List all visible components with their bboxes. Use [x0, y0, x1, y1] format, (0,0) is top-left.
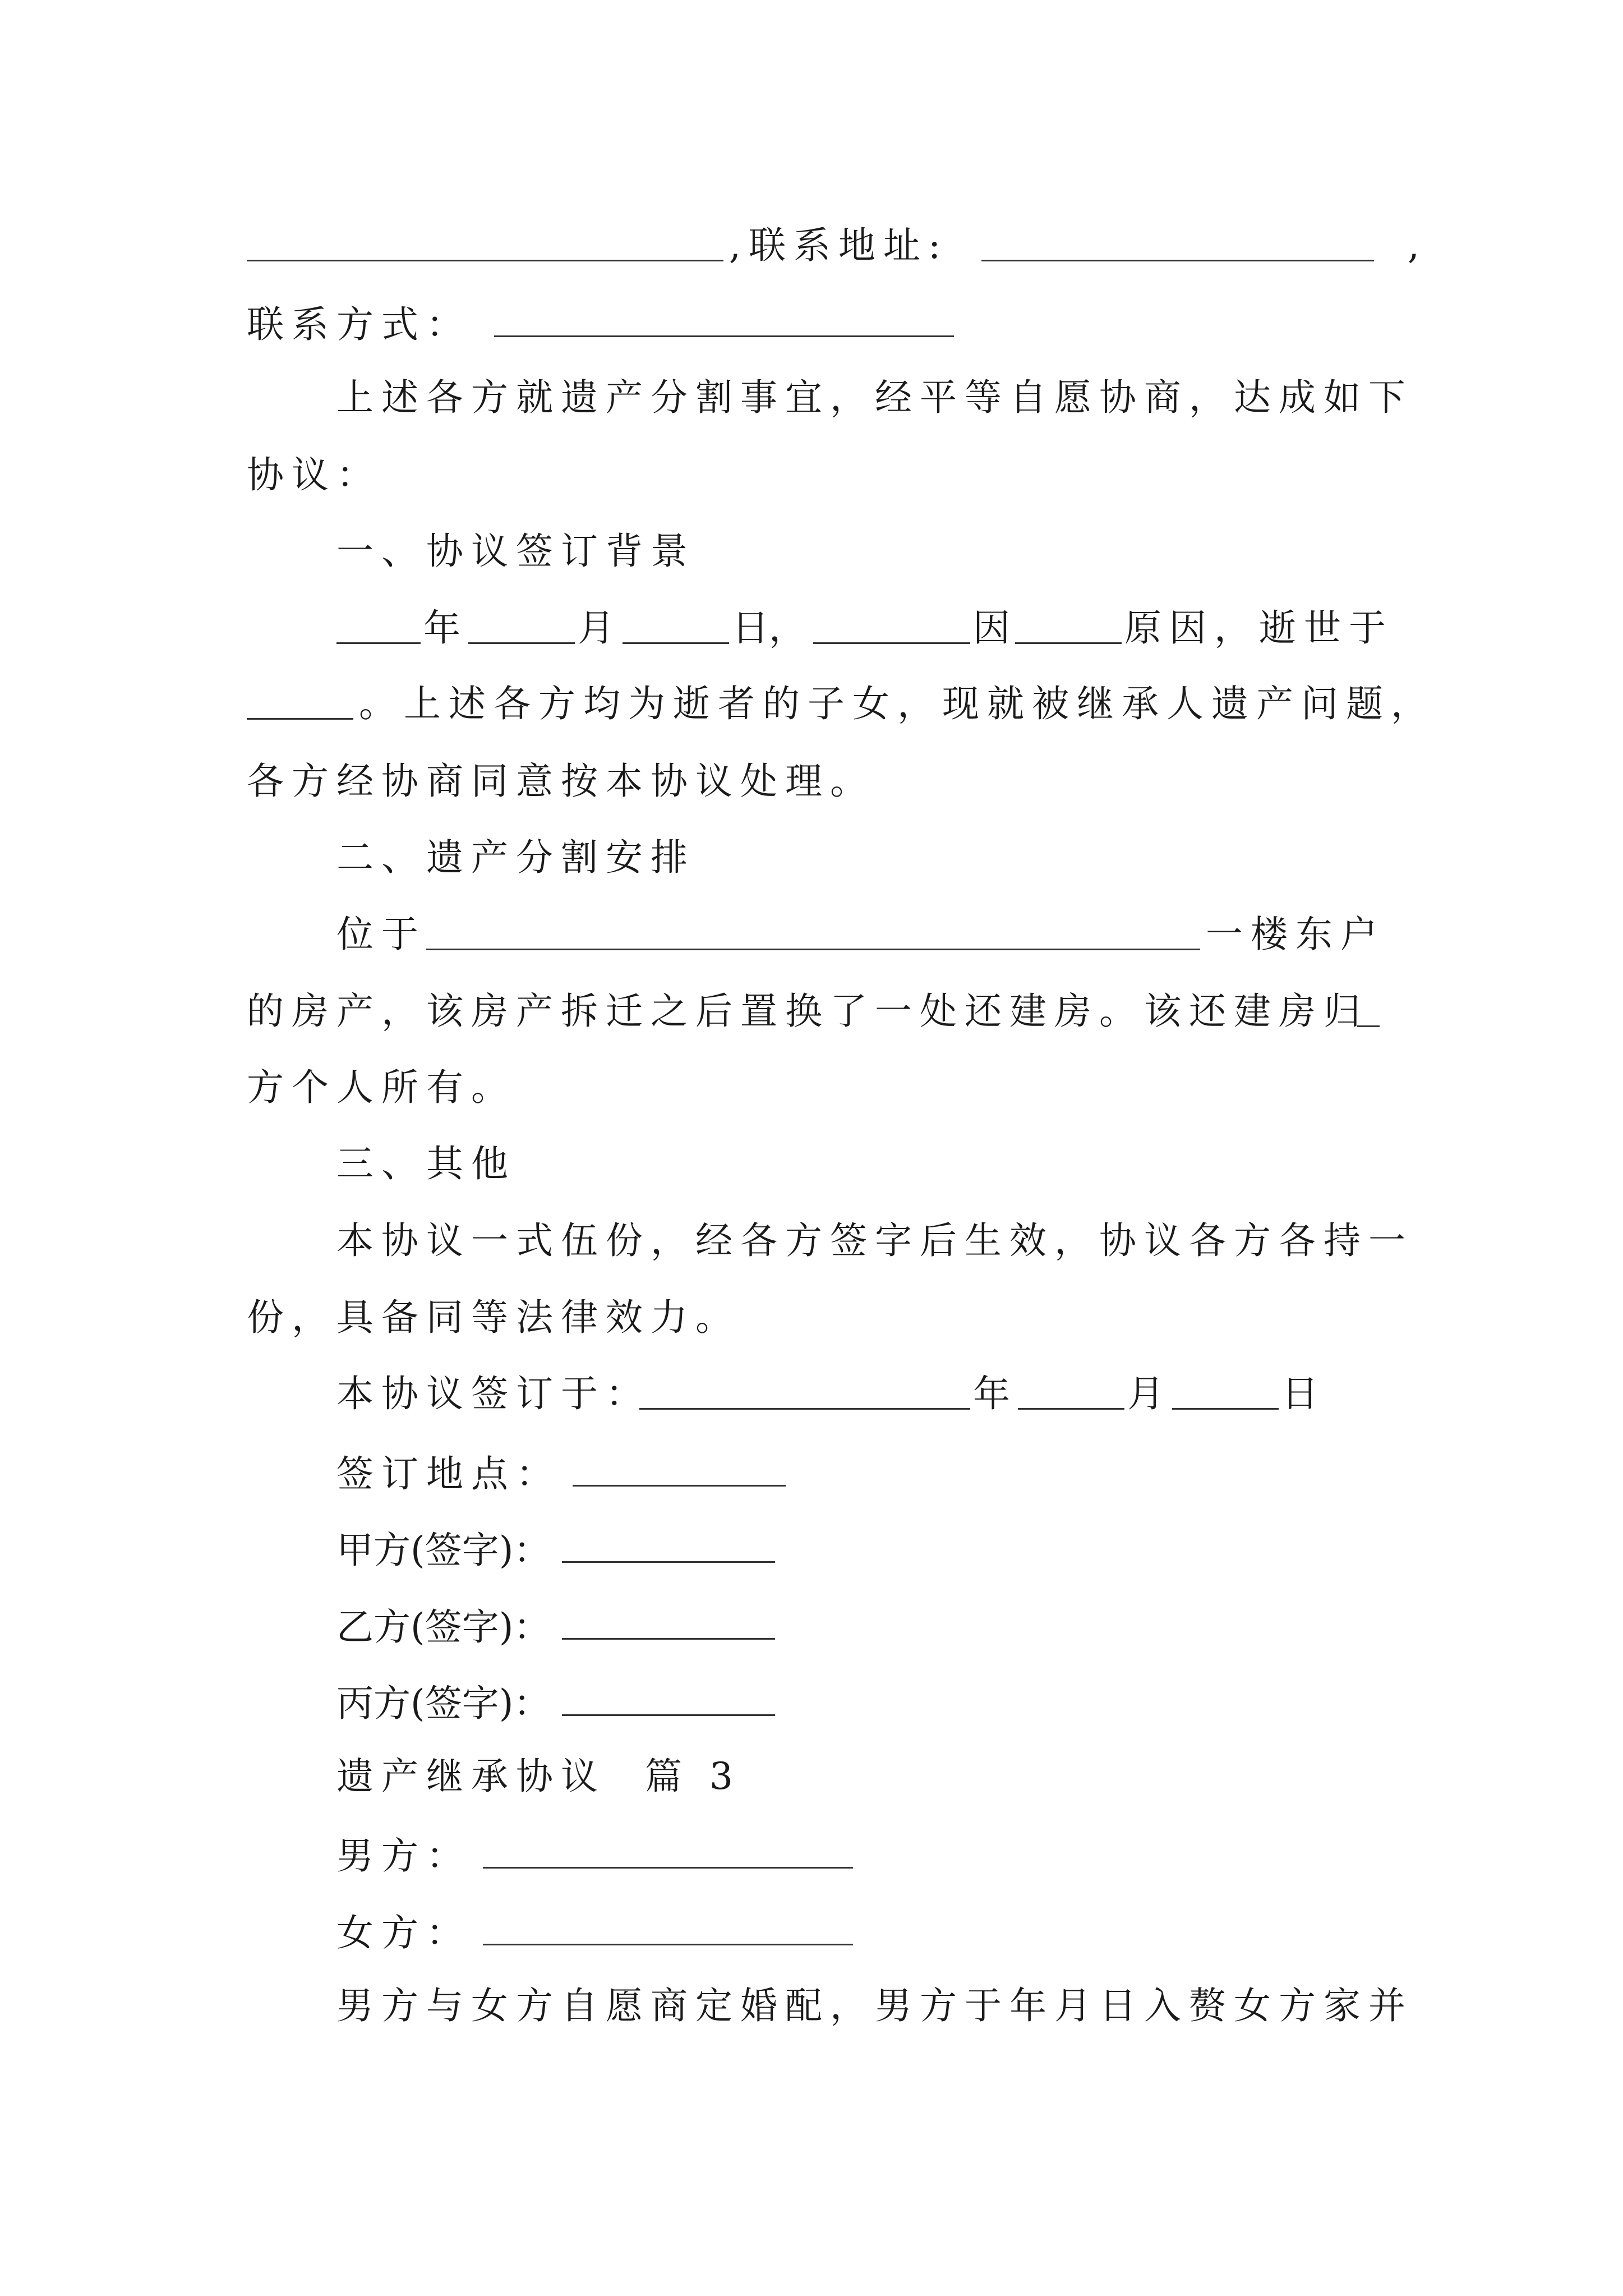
party-c-line	[336, 1682, 1623, 1725]
signing-place-blank[interactable]	[573, 1452, 786, 1487]
signing-month-blank[interactable]	[1018, 1375, 1124, 1410]
property-desc-text: 的房产，该房产拆迁之后置换了一处还建房。该还建房归	[247, 990, 1368, 1033]
month-blank[interactable]	[468, 610, 575, 644]
day-label: 日，	[732, 606, 806, 650]
female-party-blank[interactable]	[483, 1911, 853, 1945]
background-line-3: 各方经协商同意按本协议处理。	[247, 760, 875, 803]
paragraph-intro-line: 上述各方就遗产分割事宜，经平等自愿协商，达成如下	[336, 376, 1413, 419]
other-terms-cont: 份，具备同等法律效力。	[247, 1296, 740, 1339]
place-blank[interactable]	[247, 685, 353, 720]
background-text: 。上述各方均为逝者的子女，现就被继承人遗产问题，	[359, 682, 1436, 725]
party-c-label: 丙方(签字)：	[336, 1682, 551, 1725]
male-party-blank[interactable]	[483, 1834, 853, 1869]
property-owner-line: 方个人所有。	[247, 1066, 516, 1109]
party-c-signature-blank[interactable]	[562, 1682, 775, 1716]
section-title-part-3: 遗产继承协议 篇 3	[336, 1755, 741, 1798]
signing-place-line	[336, 1452, 1623, 1496]
party-a-label: 甲方(签字)：	[336, 1529, 551, 1572]
east-unit-label: 一楼东户	[1206, 913, 1385, 956]
signing-year-blank[interactable]	[639, 1375, 970, 1410]
male-party-label: 男方：	[336, 1834, 471, 1878]
cause-blank[interactable]	[813, 610, 970, 644]
signing-day-label: 日	[1281, 1372, 1318, 1415]
day-blank[interactable]	[623, 610, 729, 644]
party-a-line	[336, 1529, 1623, 1572]
party-b-line	[336, 1605, 1623, 1649]
signing-place-label: 签订地点：	[336, 1452, 561, 1496]
name-blank[interactable]	[247, 227, 723, 261]
section-heading-3: 三、其他	[336, 1142, 516, 1185]
contact-method-blank[interactable]	[494, 303, 954, 337]
male-party-line	[336, 1834, 1623, 1878]
located-label: 位于	[336, 913, 426, 956]
address-blank[interactable]	[981, 227, 1374, 261]
section-heading-2: 二、遗产分割安排	[336, 836, 695, 879]
party-b-signature-blank[interactable]	[562, 1605, 775, 1640]
trailing-comma: ,	[1408, 224, 1419, 267]
other-terms-line: 本协议一式伍份，经各方签字后生效，协议各方各持一	[336, 1219, 1413, 1262]
female-party-line	[336, 1911, 1623, 1952]
section-heading-1: 一、协议签订背景	[336, 530, 695, 573]
party-a-signature-blank[interactable]	[562, 1529, 775, 1563]
female-party-label: 女方：	[336, 1911, 471, 1954]
year-label: 年	[423, 606, 460, 650]
reason-label: 原因，逝世于	[1124, 606, 1394, 650]
signing-date-label: 本协议签订于：	[336, 1372, 651, 1415]
month-label: 月	[578, 606, 615, 650]
cause-label: 因	[973, 606, 1010, 650]
location-blank[interactable]	[426, 916, 1200, 950]
signing-month-label: 月	[1127, 1372, 1164, 1415]
year-blank[interactable]	[336, 610, 421, 644]
marriage-clause-line: 男方与女方自愿商定婚配，男方于年月日入赘女方家并	[336, 1984, 1413, 2027]
owner-blank[interactable]	[1357, 993, 1380, 1027]
contact-method-line	[247, 303, 1623, 346]
contact-method-label: 联系方式：	[247, 303, 471, 346]
reason-blank[interactable]	[1015, 610, 1122, 644]
address-label: ,联系地址:	[729, 224, 949, 267]
signing-year-label: 年	[973, 1372, 1010, 1415]
signing-day-blank[interactable]	[1172, 1375, 1279, 1410]
paragraph-intro-cont: 协议：	[247, 453, 381, 496]
party-b-label: 乙方(签字)：	[336, 1605, 551, 1649]
